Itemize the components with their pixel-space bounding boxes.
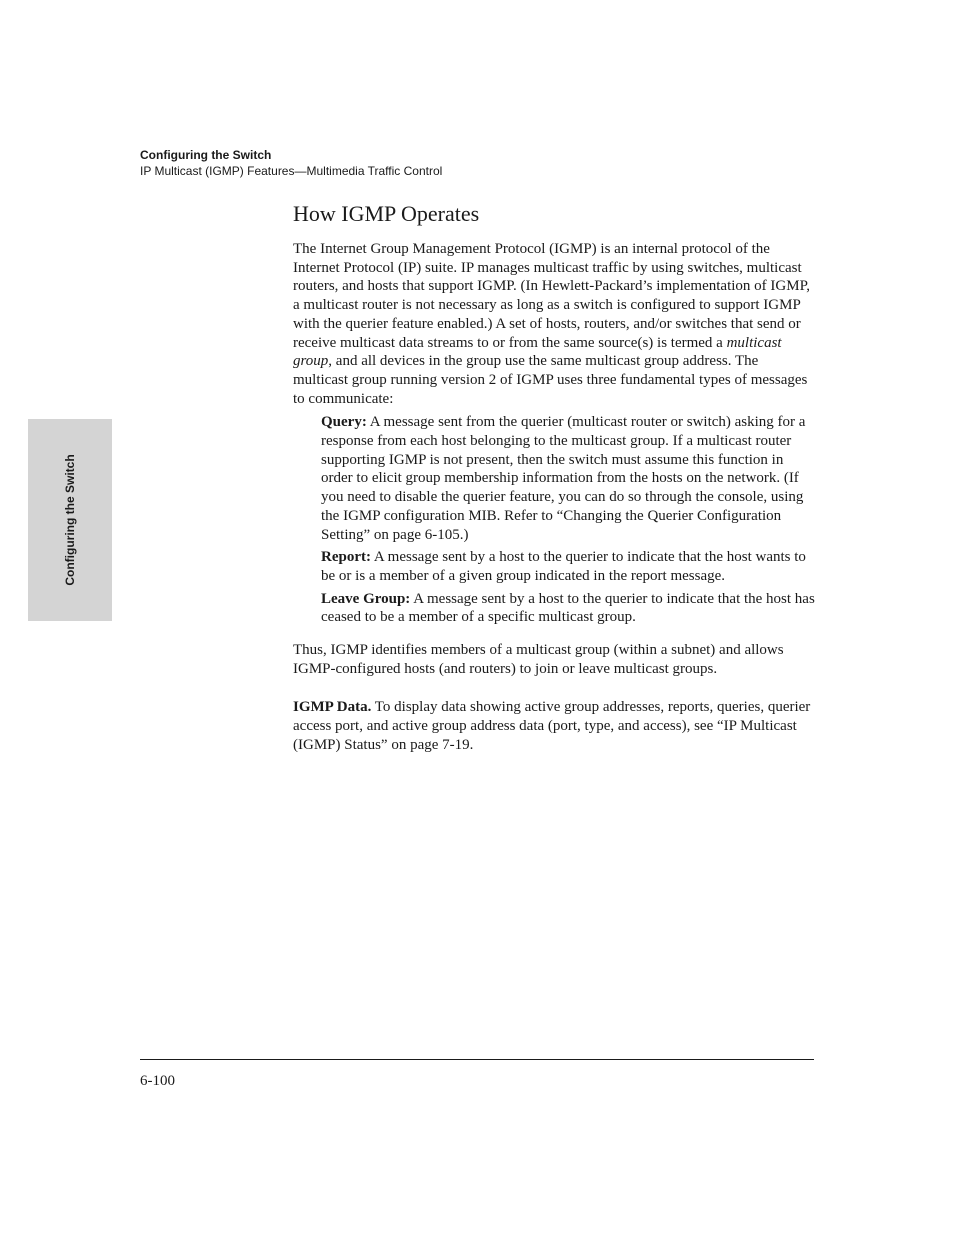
definition-term: Report:	[321, 549, 371, 566]
definition-leave-group	[321, 590, 815, 627]
intro-text-part2: , and all devices in the group use the same multicast group address. The multicast group running version 2 of IGMP uses three fundamental types of messages to communicate:	[293, 353, 808, 407]
intro-text-part1: The Internet Group Management Protocol (IGMP) is an internal protocol of the Internet Protocol (IP) suite. IP manages multicast traffic by using switches, multicast routers, and hosts that support IGMP. (In Hewlett-Packard’s implementation of IGMP, a multicast router is not necessary as long as a switch is configured to support IGMP with the querier feature enabled.) A set of hosts, routers, and/or switches that send or receive multicast data streams to or from the same source(s) is termed a	[293, 241, 811, 351]
igmp-data-paragraph	[293, 698, 815, 754]
running-head-chapter: Configuring the Switch	[140, 148, 272, 162]
definition-query	[321, 413, 815, 544]
footer-rule	[140, 1059, 814, 1060]
definition-text: A message sent by a host to the querier to indicate that the host has ceased to be a member of a specific multicast group.	[321, 590, 815, 626]
definition-term: Leave Group:	[321, 590, 411, 607]
definition-report	[321, 548, 815, 585]
igmp-data-text: To display data showing active group addresses, reports, queries, querier access port, and active group address data (port, type, and access), see “IP Multicast (IGMP) Status” on page 7-19.	[293, 699, 811, 753]
side-tab-label: Configuring the Switch	[63, 454, 77, 586]
section-title: How IGMP Operates	[293, 201, 480, 226]
running-head-section: IP Multicast (IGMP) Features—Multimedia Traffic Control	[140, 164, 443, 178]
definition-text: A message sent by a host to the querier to indicate that the host wants to be or is a member of a given group indicated in the report message.	[321, 549, 806, 584]
summary-paragraph: Thus, IGMP identifies members of a multicast group (within a subnet) and allows IGMP-configured hosts (and routers) to join or leave multicast groups.	[293, 642, 784, 677]
intro-term: multicast group	[293, 334, 782, 370]
main-content	[293, 200, 815, 755]
definition-term: Query:	[321, 414, 367, 431]
chapter-side-tab	[28, 419, 112, 621]
igmp-data-heading: IGMP Data.	[293, 699, 372, 716]
page-number: 6-100	[140, 1073, 175, 1089]
running-head	[140, 147, 442, 179]
intro-paragraph	[293, 240, 815, 408]
definition-text: A message sent from the querier (multicast router or switch) asking for a response from each host belonging to the multicast group. If a multicast router supporting IGMP is not present, then the switch must assume this function in order to elicit group membership information from the hosts on the network. (If you need to disable the querier feature, you can do so through the console, using the IGMP configuration MIB. Refer to “Changing the Querier Configuration Setting” on page 6-105.)	[321, 414, 806, 543]
